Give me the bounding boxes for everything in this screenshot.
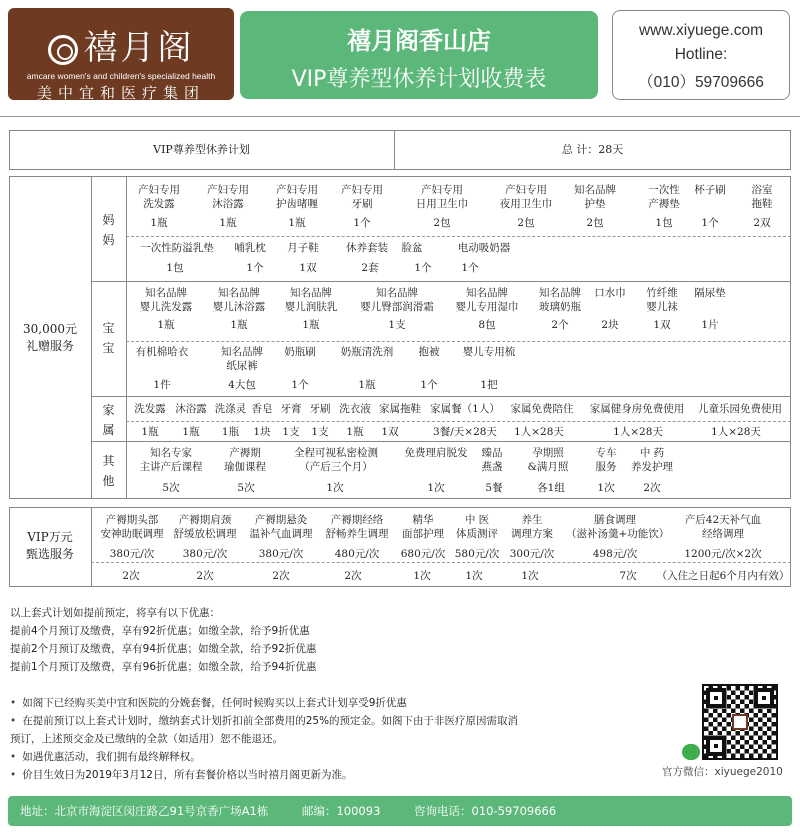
vip-label-line2: 甄选服务: [25, 547, 74, 561]
gift-item-qty: 1把: [480, 379, 498, 391]
vip-item-qty: 1次: [521, 570, 539, 582]
vip-item-qty: 2次: [272, 570, 290, 582]
footer-address: 地址：北京市海淀区闵庄路乙91号京香广场A1栋: [20, 804, 269, 818]
gift-item-name: 家属健身房免费使用: [589, 403, 685, 415]
gift-item-name: 全程可视私密检测 （产后三个月）: [294, 447, 378, 473]
gift-item-qty: 2个: [551, 319, 569, 331]
discount-notes: [10, 604, 316, 676]
gift-item-name: 孕期照 &满月照: [527, 447, 569, 473]
gift-item-name: 牙膏: [280, 403, 302, 415]
footer-postcode: 邮编：100093: [301, 804, 381, 818]
gift-item-qty: 2包: [586, 217, 604, 229]
gift-item-name: 产褥期 瑜伽课程: [224, 447, 266, 473]
terms-item: • 如阁下已经购买美中宜和医院的分娩套餐，任何时候购买以上套式计划享受9折优惠: [10, 694, 650, 712]
gift-label-text: 礼赠服务: [25, 339, 74, 353]
gift-item-name: 洗衣液: [339, 403, 371, 415]
gift-item-name: 产妇专用 日用卫生巾: [415, 184, 469, 210]
hotline-number[interactable]: （010）59709666: [638, 74, 764, 91]
gift-item-name: 抱被: [418, 346, 440, 358]
gift-item-qty: 1支: [311, 426, 329, 438]
qr-corner: [706, 688, 726, 708]
vip-item-price: 680元/次: [400, 548, 446, 560]
gift-item-name: 知名品牌 婴儿臀部润滑霜: [360, 287, 434, 313]
page-title-banner: [240, 11, 598, 99]
gift-item-qty: 5次: [162, 482, 180, 494]
divider: [126, 421, 791, 422]
gift-item-name: 知名专家 主讲产后课程: [139, 447, 203, 473]
store-name: 禧月阁香山店: [347, 27, 491, 55]
gift-item-name: 产妇专用 护齿啫喱: [276, 184, 318, 210]
gift-item-name: 知名品牌 纸尿裤: [221, 346, 263, 372]
discount-item: 提前4个月预订及缴费，享有92折优惠；如缴全款，给予9折优惠: [10, 625, 310, 637]
gift-item-name: 产妇专用 洗发露: [138, 184, 180, 210]
mother-label-text: 妈妈: [102, 213, 115, 247]
gift-item-name: 休养套装: [346, 242, 388, 254]
gift-item-qty: 2包: [517, 217, 535, 229]
gift-item-name: 哺乳枕: [234, 242, 266, 254]
vip-item-name: 产褥期头部 安神助眠调理: [100, 514, 164, 540]
gift-item-name: 牙刷: [309, 403, 331, 415]
gift-item-name: 免费理肩脱发: [404, 447, 468, 459]
gift-item-qty: 1个: [353, 217, 371, 229]
gift-item-name: 臻品 燕盏: [481, 447, 503, 473]
gift-item-qty: 1个: [461, 262, 479, 274]
gift-item-qty: 3餐/天×28天: [433, 426, 497, 438]
divider: [126, 236, 791, 237]
qr-corner: [706, 736, 726, 756]
vip-item-qty: 2次: [344, 570, 362, 582]
gift-item-qty: 8包: [478, 319, 496, 331]
baby-label-text: 宝宝: [102, 321, 115, 355]
gift-item-qty: 1瓶: [219, 217, 237, 229]
baby-label: [91, 318, 126, 358]
gift-label: [9, 321, 91, 355]
gift-item-qty: 2次: [643, 482, 661, 494]
gift-item-name: 一次性 产褥垫: [648, 184, 680, 210]
vip-item-name: 精华 面部护理: [402, 514, 444, 540]
gift-item-qty: 4大包: [228, 379, 256, 391]
gift-item-qty: 1件: [153, 379, 171, 391]
other-label: [91, 451, 126, 491]
gift-item-qty: 1个: [701, 217, 719, 229]
vip-item-name: 产褥期肩颈 舒缓放松调理: [173, 514, 237, 540]
gift-item-name: 奶瓶清洗剂: [340, 346, 394, 358]
gift-item-qty: 1支: [282, 426, 300, 438]
vip-item-qty: 1次: [413, 570, 431, 582]
gift-item-name: 知名品牌 婴儿专用湿巾: [455, 287, 519, 313]
total-days: 总 计：28天: [561, 143, 624, 156]
footer-phone[interactable]: 咨询电话：010-59709666: [414, 804, 557, 818]
vip-item-name: 膳食调理 （滋补汤羹+功能饮）: [566, 514, 670, 540]
divider: [0, 116, 800, 117]
gift-label-value: 30,000元: [23, 322, 77, 336]
gift-item-qty: 1瓶: [230, 319, 248, 331]
gift-item-qty: 2包: [433, 217, 451, 229]
wechat-id: 官方微信：xiyuege2010: [662, 766, 783, 778]
gift-item-name: 知名品牌 护垫: [574, 184, 616, 210]
gift-item-name: 洗涤灵: [214, 403, 247, 415]
page-title: VIP尊养型休养计划收费表: [291, 67, 547, 92]
gift-item-qty: 1包: [166, 262, 184, 274]
gift-item-name: 杯子刷: [694, 184, 726, 196]
gift-item-name: 奶瓶刷: [284, 346, 316, 358]
gift-item-qty: 1人×28天: [711, 426, 761, 438]
terms-item: • 在提前预订以上套式计划时，缴纳套式计划折扣前全部费用的25%的预定金。如阁下由于非医疗原因需取消 预订，上述预交金及已缴纳的全款（如适用）恕不能退还。: [10, 712, 650, 748]
vip-item-qty: 2次: [122, 570, 140, 582]
gift-item-qty: 1个: [291, 379, 309, 391]
gift-item-name: 中 药 养发护理: [631, 447, 673, 473]
gift-item-name: 产妇专用 沐浴露: [207, 184, 249, 210]
gift-item-qty: 1片: [701, 319, 719, 331]
gift-item-name: 隔尿垫: [694, 287, 726, 299]
gift-item-qty: 1包: [655, 217, 673, 229]
contact-box: [612, 10, 790, 100]
gift-item-qty: 1双: [653, 319, 671, 331]
gift-item-name: 家属拖鞋: [379, 403, 421, 415]
gift-item-qty: 2套: [361, 262, 379, 274]
gift-item-name: 口水巾: [594, 287, 626, 299]
divider: [126, 176, 127, 499]
vip-item-qty: 2次: [196, 570, 214, 582]
vip-item-price: 380元/次: [182, 548, 228, 560]
terms-item: • 价目生效日为2019年3月12日，所有套餐价格以当时禧月阁更新为准。: [10, 766, 650, 784]
vip-item-name: 产褥期经络 舒畅养生调理: [325, 514, 389, 540]
gift-item-name: 儿童乐园免费使用: [698, 403, 782, 415]
discount-intro: 以上套式计划如提前预定，将享有以下优惠：: [10, 607, 220, 619]
vip-item-price: 380元/次: [109, 548, 155, 560]
gift-item-qty: 1次: [427, 482, 445, 494]
gift-item-qty: 1双: [299, 262, 317, 274]
gift-item-qty: 1瓶: [182, 426, 200, 438]
brand-logo: [8, 8, 234, 100]
gift-item-qty: 1瓶: [150, 217, 168, 229]
vip-item-name: 中 医 体质测评: [456, 514, 498, 540]
gift-item-qty: 1双: [381, 426, 399, 438]
gift-item-name: 家属免费陪住: [510, 403, 574, 415]
discount-item: 提前2个月预订及缴费，享有94折优惠；如缴全款，给予92折优惠: [10, 643, 317, 655]
plan-name: VIP尊养型休养计划: [153, 143, 250, 156]
vip-item-price: 498元/次: [592, 548, 638, 560]
logo-group-name: 美中宜和医疗集团: [36, 84, 205, 102]
wechat-icon: [682, 744, 700, 760]
gift-item-qty: 1块: [253, 426, 271, 438]
gift-item-qty: 1人×28天: [613, 426, 663, 438]
terms-list: [10, 694, 650, 784]
gift-item-qty: 1人×28天: [514, 426, 564, 438]
qr-logo-icon: [732, 714, 748, 730]
divider: [91, 507, 92, 587]
logo-mark-icon: [48, 35, 78, 65]
gift-item-qty: 1次: [597, 482, 615, 494]
gift-item-qty: 1个: [414, 262, 432, 274]
gift-item-qty: 各1组: [537, 482, 565, 494]
gift-item-name: 浴室 拖鞋: [751, 184, 773, 210]
gift-item-name: 产妇专用 夜用卫生巾: [499, 184, 553, 210]
logo-name: 禧月阁: [83, 28, 195, 68]
divider: [91, 441, 791, 442]
family-label-text: 家属: [102, 403, 115, 437]
gift-item-name: 知名品牌 婴儿洗发露: [139, 287, 193, 313]
gift-item-qty: 1瓶: [157, 319, 175, 331]
gift-item-qty: 2块: [601, 319, 619, 331]
gift-item-name: 香皂: [251, 403, 273, 415]
gift-item-name: 电动吸奶器: [457, 242, 511, 254]
wechat-qr-code[interactable]: [702, 684, 778, 760]
gift-item-name: 专车 服务: [595, 447, 617, 473]
hotline-label: Hotline:: [674, 46, 728, 63]
vip-item-qty: 1次: [465, 570, 483, 582]
family-label: [91, 400, 126, 440]
vip-item-price: 300元/次: [509, 548, 555, 560]
gift-item-qty: 1瓶: [288, 217, 306, 229]
qr-corner: [754, 688, 774, 708]
gift-item-name: 脸盆: [401, 242, 423, 254]
gift-item-qty: 1次: [326, 482, 344, 494]
gift-item-qty: 1瓶: [302, 319, 320, 331]
vip-item-price: 380元/次: [258, 548, 304, 560]
gift-item-name: 沐浴露: [175, 403, 207, 415]
gift-item-qty: 1支: [388, 319, 406, 331]
discount-item: 提前1个月预订及缴费，享有96折优惠；如缴全款，给予94折优惠: [10, 661, 317, 673]
gift-item-name: 知名品牌 玻璃奶瓶: [539, 287, 581, 313]
gift-item-qty: 2双: [753, 217, 771, 229]
gift-item-name: 竹纤维 婴儿袜: [646, 287, 678, 313]
divider: [91, 396, 791, 397]
gift-item-name: 知名品牌 婴儿沐浴露: [212, 287, 266, 313]
gift-item-name: 产妇专用 牙刷: [341, 184, 383, 210]
vip-item-name: 产后42天补气血 经络调理: [684, 514, 762, 540]
gift-item-qty: 1瓶: [358, 379, 376, 391]
gift-item-name: 家属餐（1人）: [430, 403, 500, 415]
vip-item-qty: 7次: [619, 570, 637, 582]
gift-item-name: 一次性防溢乳垫: [140, 242, 214, 254]
footer-bar: [8, 796, 792, 826]
gift-item-name: 月子鞋: [287, 242, 319, 254]
gift-item-name: 知名品牌 婴儿润肤乳: [284, 287, 338, 313]
gift-item-qty: 1瓶: [141, 426, 159, 438]
divider: [91, 281, 791, 282]
gift-item-name: 有机棉哈衣: [135, 346, 189, 358]
gift-item-qty: 1瓶: [221, 426, 240, 438]
vip-label-line1: VIP万元: [27, 530, 73, 544]
gift-item-qty: 5次: [237, 482, 255, 494]
divider: [91, 562, 791, 563]
logo-english: amcare women's and children's specialized health: [26, 71, 216, 81]
divider: [126, 341, 791, 342]
other-label-text: 其他: [102, 454, 115, 488]
gift-item-qty: 1个: [420, 379, 438, 391]
vip-item-price: 480元/次: [334, 548, 380, 560]
vip-item-name: 产褥期悬灸 温补气血调理: [249, 514, 313, 540]
gift-item-qty: 1个: [246, 262, 264, 274]
vip-label: [9, 529, 91, 563]
vip-item-name: 养生 调理方案: [511, 514, 553, 540]
gift-item-name: 婴儿专用梳: [462, 346, 516, 358]
terms-item: • 如遇优惠活动，我们拥有最终解释权。: [10, 748, 650, 766]
vip-item-price: 1200元/次×2次: [684, 548, 762, 560]
gift-item-name: 洗发露: [134, 403, 166, 415]
gift-item-qty: 5餐: [485, 482, 503, 494]
vip-item-qty: （入住之日起6个月内有效）: [656, 570, 790, 582]
vip-item-price: 580元/次: [454, 548, 500, 560]
gift-item-qty: 1瓶: [346, 426, 364, 438]
mother-label: [91, 210, 126, 250]
website-link[interactable]: www.xiyuege.com: [638, 22, 764, 39]
